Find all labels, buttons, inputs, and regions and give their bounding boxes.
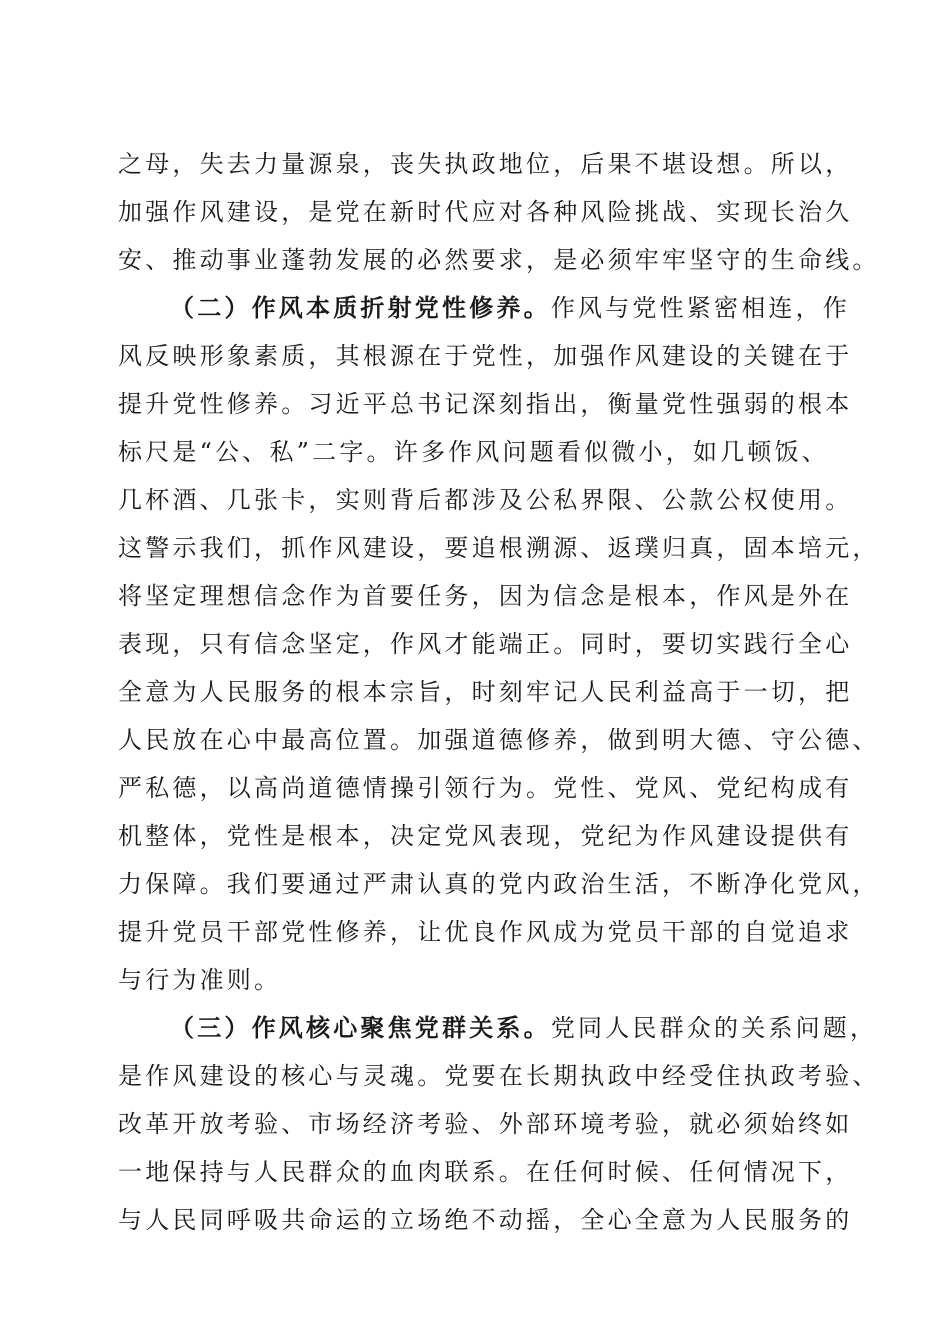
- paragraph-line: 是作风建设的核心与灵魂。党要在长期执政中经受住执政考验、: [118, 1062, 880, 1090]
- paragraph-line: 安、推动事业蓬勃发展的必然要求，是必须牢牢坚守的生命线。: [118, 246, 880, 274]
- section-2-heading: （二）作风本质折射党性修养。: [170, 293, 551, 322]
- paragraph-line: 与人民同呼吸共命运的立场绝不动摇，全心全意为人民服务的: [118, 1206, 853, 1234]
- paragraph-line: 这警示我们，抓作风建设，要追根溯源、返璞归真，固本培元，: [118, 534, 880, 562]
- section-2-first-line: [118, 284, 851, 332]
- paragraph-line: 全意为人民服务的根本宗旨，时刻牢记人民利益高于一切，把: [118, 678, 853, 706]
- paragraph-line: 几杯酒、几张卡，实则背后都涉及公私界限、公款公权使用。: [118, 486, 853, 514]
- paragraph-line: 提升党员干部党性修养，让优良作风成为党员干部的自觉追求: [118, 918, 853, 946]
- paragraph-line: 将坚定理想信念作为首要任务，因为信念是根本，作风是外在: [118, 582, 853, 610]
- paragraph-line: 改革开放考验、市场经济考验、外部环境考验，就必须始终如: [118, 1110, 853, 1138]
- section-3-heading: （三）作风核心聚焦党群关系。: [170, 1013, 551, 1042]
- paragraph-line: 加强作风建设，是党在新时代应对各种风险挑战、实现长治久: [118, 198, 853, 226]
- paragraph-line: 一地保持与人民群众的血肉联系。在任何时候、任何情况下，: [118, 1158, 853, 1186]
- section-3-first-line: [118, 1004, 878, 1052]
- paragraph-line: 人民放在心中最高位置。加强道德修养，做到明大德、守公德、: [118, 726, 880, 754]
- section-2-first-line-text: 作风与党性紧密相连，作: [550, 294, 851, 322]
- document-body: [118, 140, 880, 1244]
- paragraph-line: 力保障。我们要通过严肃认真的党内政治生活，不断净化党风，: [118, 870, 880, 898]
- paragraph-line: 标尺是“公、私”二字。许多作风问题看似微小，如几顿饭、: [118, 438, 829, 466]
- paragraph-line: 之母，失去力量源泉，丧失执政地位，后果不堪设想。所以，: [118, 150, 853, 178]
- section-3-first-line-text: 党同人民群众的关系问题，: [550, 1014, 878, 1042]
- paragraph-line: 机整体，党性是根本，决定党风表现，党纪为作风建设提供有: [118, 822, 853, 850]
- paragraph-line: 与行为准则。: [118, 966, 282, 994]
- paragraph-line: 提升党性修养。习近平总书记深刻指出，衡量党性强弱的根本: [118, 390, 853, 418]
- paragraph-line: 风反映形象素质，其根源在于党性，加强作风建设的关键在于: [118, 342, 853, 370]
- paragraph-line: 严私德，以高尚道德情操引领行为。党性、党风、党纪构成有: [118, 774, 853, 802]
- paragraph-line: 表现，只有信念坚定，作风才能端正。同时，要切实践行全心: [118, 630, 853, 658]
